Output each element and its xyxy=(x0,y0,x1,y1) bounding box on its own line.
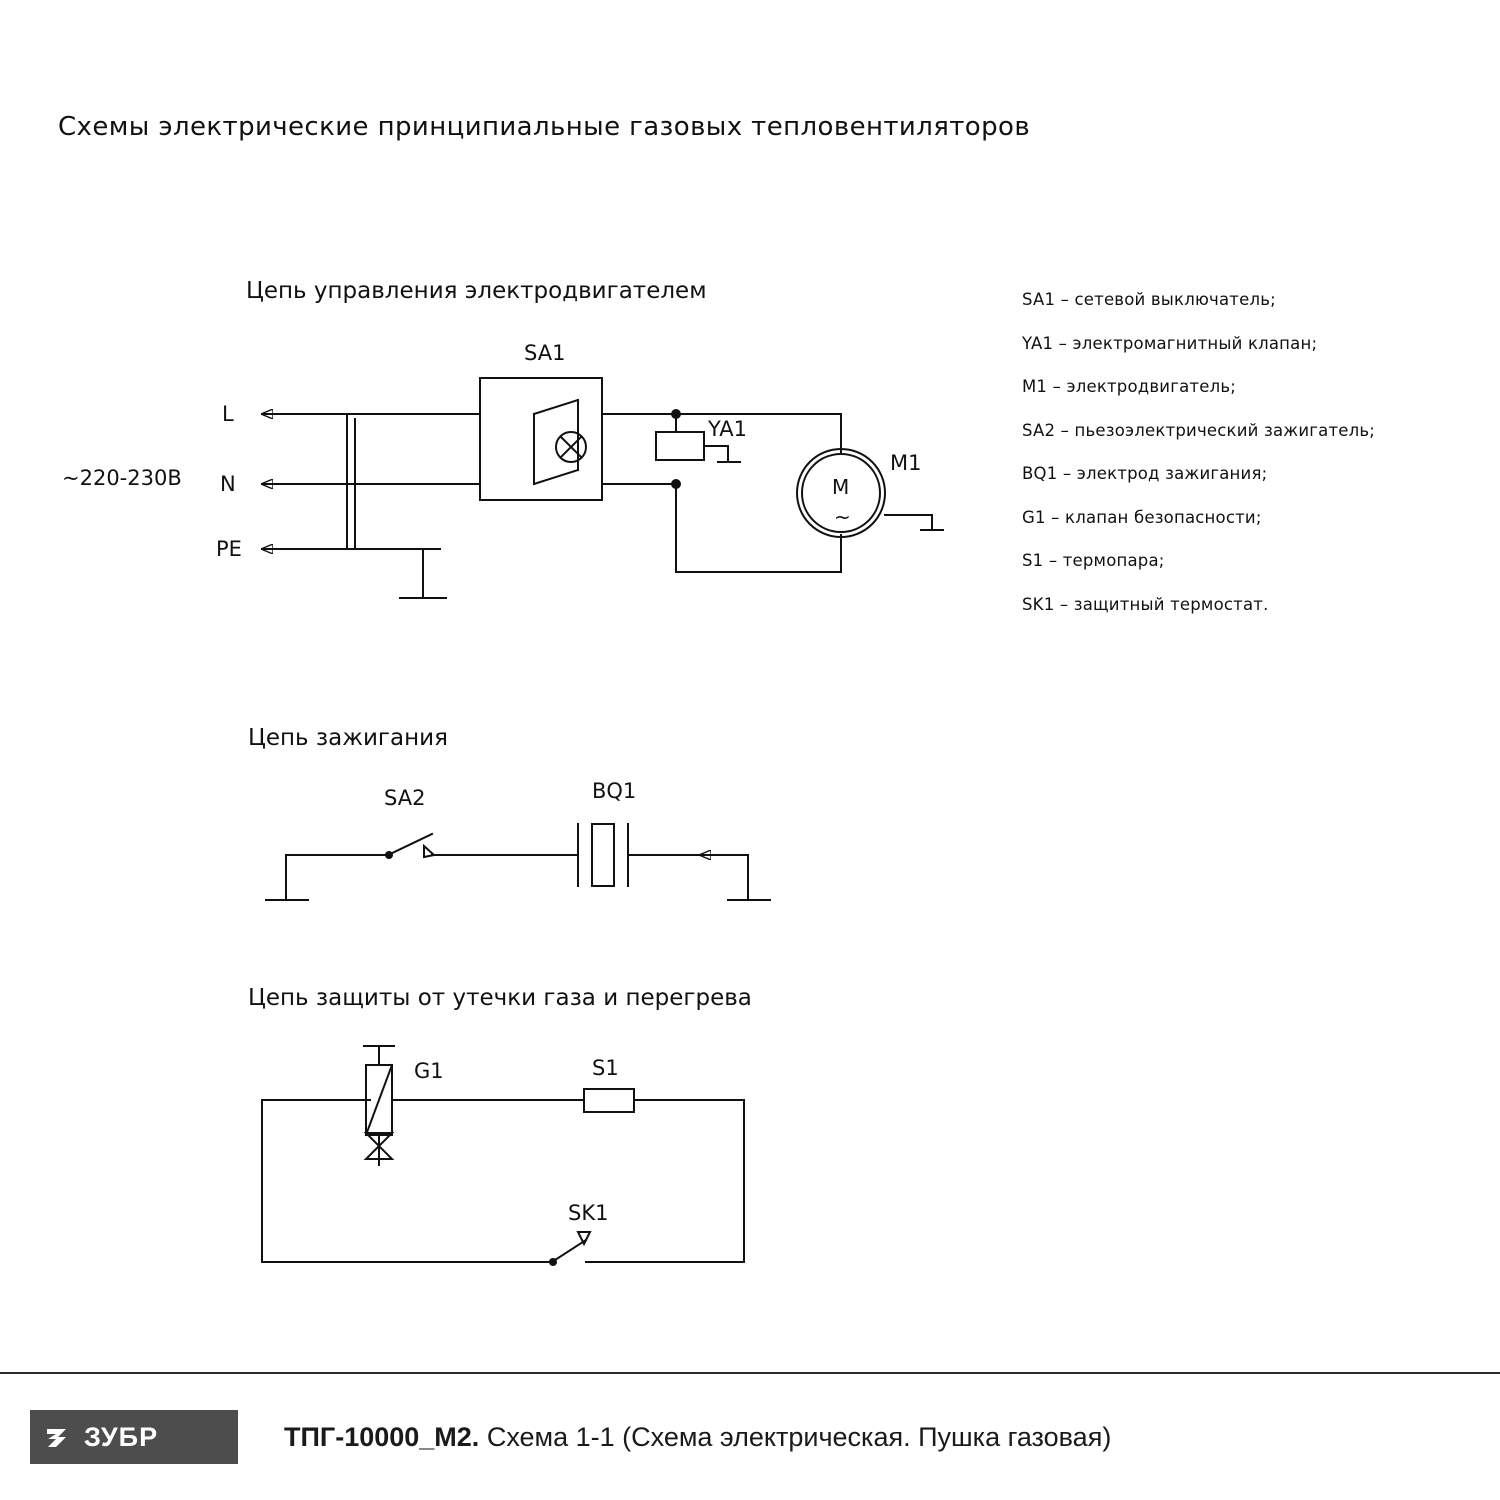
legend-text: – электрод зажигания; xyxy=(1057,464,1268,483)
legend-text: – клапан безопасности; xyxy=(1045,507,1262,527)
page-title: Схемы электрические принципиальные газовых тепловентиляторов xyxy=(58,112,1031,142)
component-label-s1: S1 xyxy=(592,1056,619,1080)
footer-caption-text: Схема 1-1 (Схема электрическая. Пушка газовая) xyxy=(486,1421,1112,1452)
brand-logo xyxy=(30,1410,238,1464)
legend-code: S1 xyxy=(1022,551,1044,570)
legend-code: SA2 xyxy=(1022,420,1056,440)
component-label-sk1: SK1 xyxy=(568,1201,609,1225)
component-label-sa2: SA2 xyxy=(384,786,426,810)
component-label-g1: G1 xyxy=(414,1059,444,1083)
component-label-m1: M1 xyxy=(890,451,922,475)
motor-symbol-letter: M xyxy=(832,475,850,499)
line-label-pe: PE xyxy=(216,537,242,561)
legend-code: YA1 xyxy=(1022,333,1054,353)
component-label-bq1: BQ1 xyxy=(592,779,637,803)
section-title-protection: Цепь защиты от утечки газа и перегрева xyxy=(248,985,752,1011)
brand-name: ЗУБР xyxy=(84,1421,159,1452)
footer-model: ТПГ-10000_М2. xyxy=(284,1421,480,1452)
legend-code: M1 xyxy=(1022,377,1048,396)
legend-code: SK1 xyxy=(1022,594,1055,614)
section-title-motor-control: Цепь управления электродвигателем xyxy=(246,278,707,304)
supply-voltage-label: ~220-230В xyxy=(62,466,182,490)
component-label-ya1: YA1 xyxy=(708,417,747,441)
legend-text: – электродвигатель; xyxy=(1047,377,1237,396)
footer-bar xyxy=(0,1374,1500,1500)
legend-text: – сетевой выключатель; xyxy=(1055,290,1276,309)
legend-code: BQ1 xyxy=(1022,464,1058,483)
legend-code: G1 xyxy=(1022,507,1046,527)
footer-caption xyxy=(284,1422,1111,1453)
legend-text: – электромагнитный клапан; xyxy=(1053,333,1318,353)
legend-text: – термопара; xyxy=(1043,551,1165,570)
arrow-logo-icon xyxy=(44,1422,74,1452)
component-label-sa1: SA1 xyxy=(524,341,566,365)
legend-code: SA1 xyxy=(1022,290,1056,309)
line-label-n: N xyxy=(220,472,236,496)
section-title-ignition: Цепь зажигания xyxy=(248,725,448,751)
motor-symbol-ac: ~ xyxy=(834,505,851,529)
legend-text: – защитный термостат. xyxy=(1054,594,1269,614)
line-label-l: L xyxy=(222,402,234,426)
legend-text: – пьезоэлектрический зажигатель; xyxy=(1055,420,1376,440)
